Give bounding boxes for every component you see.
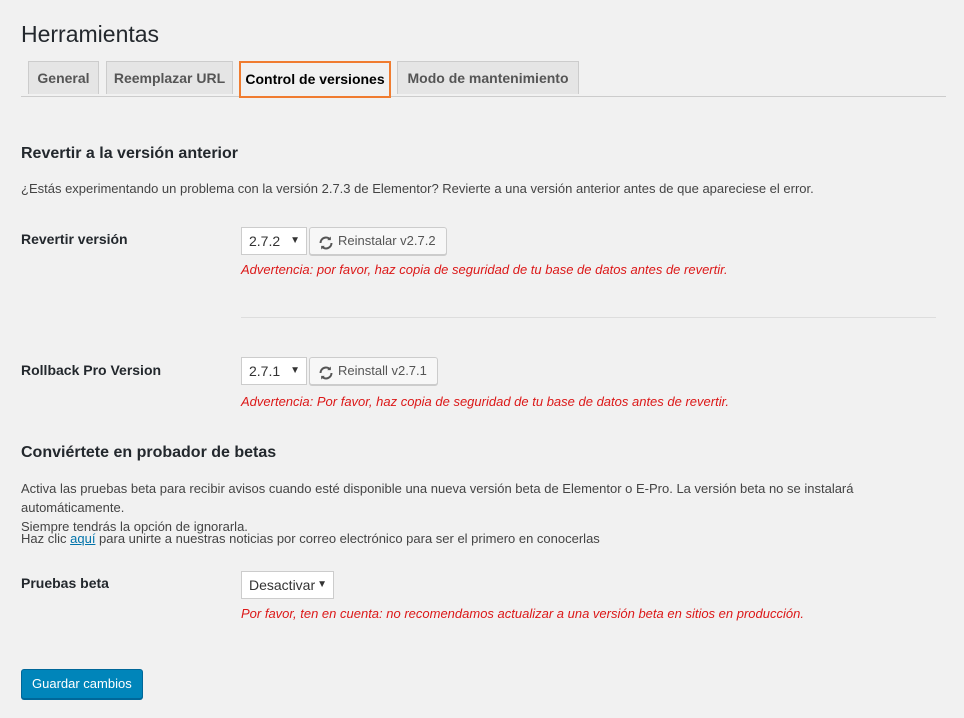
rollback-version-value: 2.7.2 — [249, 233, 281, 249]
tab-control-de-versiones[interactable]: Control de versiones — [239, 61, 391, 98]
rollback-pro-version-select[interactable] — [241, 357, 307, 385]
newsletter-link[interactable]: aquí — [70, 531, 96, 546]
beta-heading: Conviértete en probador de betas — [21, 444, 277, 461]
reinstall-button[interactable] — [309, 227, 447, 255]
beta-label: Pruebas beta — [21, 575, 109, 591]
rollback-pro-version-value: 2.7.1 — [249, 363, 281, 379]
rollback-heading: Revertir a la versión anterior — [21, 145, 238, 162]
reinstall-pro-button-label: Reinstall v2.7.1 — [338, 363, 427, 378]
beta-warning: Por favor, ten en cuenta: no recomendamos actualizar a una versión beta en sitios en producción. — [241, 606, 804, 621]
beta-description — [21, 479, 951, 536]
page-title: Herramientas — [21, 21, 160, 47]
caret-down-icon: ▼ — [290, 365, 300, 376]
beta-select-value: Desactivar — [249, 577, 316, 593]
rollback-warning: Advertencia: por favor, haz copia de seguridad de tu base de datos antes de revertir. — [241, 262, 728, 277]
tab-modo-de-mantenimiento[interactable]: Modo de mantenimiento — [397, 61, 579, 94]
newsletter-suffix: para unirte a nuestras noticias por correo electrónico para ser el primero en conocerlas — [95, 531, 600, 546]
section-divider — [241, 317, 936, 318]
caret-down-icon: ▼ — [290, 235, 300, 246]
rollback-version-select[interactable] — [241, 227, 307, 255]
refresh-icon — [318, 364, 334, 380]
reinstall-button-label: Reinstalar v2.7.2 — [338, 233, 436, 248]
save-changes-button[interactable]: Guardar cambios — [21, 669, 143, 699]
rollback-pro-label: Rollback Pro Version — [21, 362, 162, 378]
newsletter-prefix: Haz clic — [21, 531, 71, 546]
caret-down-icon: ▼ — [317, 579, 327, 590]
beta-description-line-2: Siempre tendrás la opción de ignorarla. — [21, 519, 248, 534]
reinstall-pro-button[interactable] — [309, 357, 438, 385]
beta-select[interactable] — [241, 571, 334, 599]
beta-newsletter-text — [21, 529, 600, 548]
tabs-bar — [21, 61, 946, 97]
rollback-pro-warning: Advertencia: Por favor, haz copia de seguridad de tu base de datos antes de revertir. — [241, 394, 730, 409]
rollback-version-label: Revertir versión — [21, 231, 128, 247]
beta-description-line-1: Activa las pruebas beta para recibir avisos cuando esté disponible una nueva versión beta de Elementor o E-Pro. La versión beta no se instalará automáticamente. — [21, 481, 854, 515]
tab-general[interactable]: General — [28, 61, 99, 94]
refresh-icon — [318, 234, 334, 250]
tab-reemplazar-url[interactable]: Reemplazar URL — [106, 61, 233, 94]
rollback-description: ¿Estás experimentando un problema con la versión 2.7.3 de Elementor? Revierte a una versión anterior antes de que apareciese el error. — [21, 181, 814, 196]
